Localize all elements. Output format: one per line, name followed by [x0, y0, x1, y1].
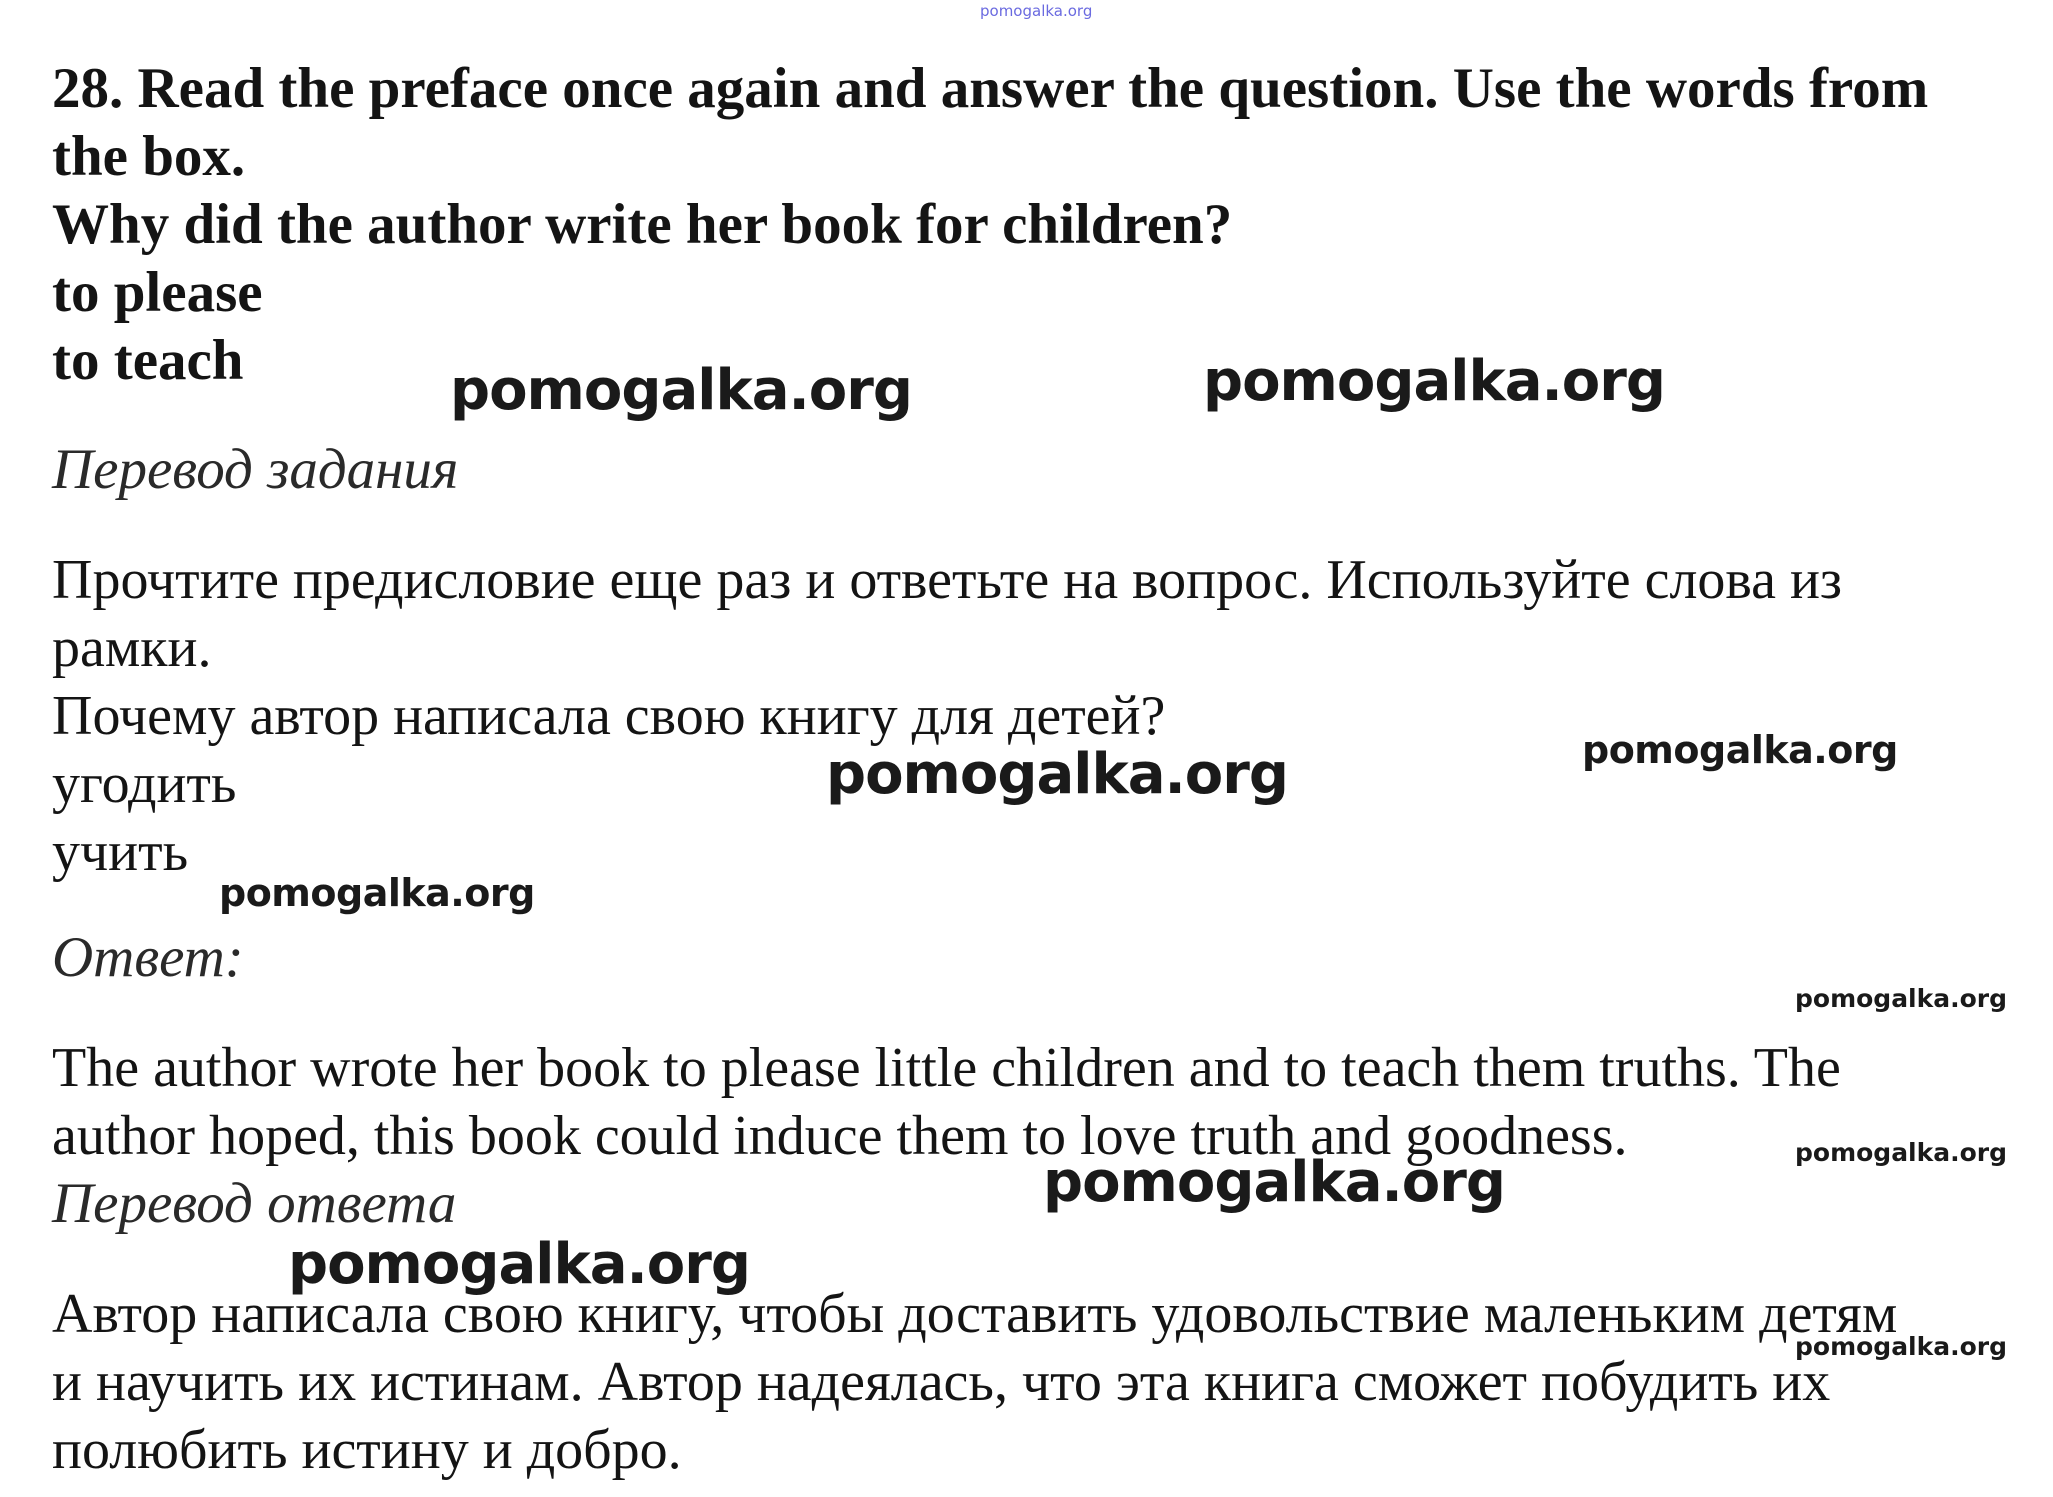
watermark: pomogalka.org: [1582, 728, 1898, 772]
watermark: pomogalka.org: [450, 358, 912, 423]
exercise-title-line-2: the box.: [52, 125, 246, 188]
watermark: pomogalka.org: [1043, 1150, 1505, 1215]
exercise-title-line-1: 28. Read the preface once again and answer the question. Use the words from: [52, 57, 1929, 120]
translation-word-uchit: учить: [52, 821, 189, 883]
watermark-top: pomogalka.org: [980, 2, 1093, 20]
watermark: pomogalka.org: [1203, 349, 1665, 414]
watermark: pomogalka.org: [826, 742, 1288, 807]
answer-line-2: author hoped, this book could induce them to love truth and goodness.: [52, 1105, 1628, 1167]
task-translation-heading: Перевод задания: [52, 438, 459, 501]
answer-translation-line-2: и научить их истинам. Автор надеялась, что эта книга сможет побудить их: [52, 1351, 1831, 1413]
answer-translation-line-3: полюбить истину и добро.: [52, 1419, 682, 1481]
task-translation-line-2: рамки.: [52, 617, 212, 679]
translation-word-ugodit: угодить: [52, 753, 237, 815]
exercise-question: Why did the author write her book for children?: [52, 193, 1233, 256]
watermark: pomogalka.org: [1795, 1138, 2008, 1167]
watermark: pomogalka.org: [1795, 984, 2008, 1013]
watermark: pomogalka.org: [288, 1232, 750, 1297]
answer-heading: Ответ:: [52, 926, 244, 989]
box-word-to-please: to please: [52, 261, 263, 324]
answer-line-1: The author wrote her book to please little children and to teach them truths. The: [52, 1037, 1841, 1099]
task-translation-line-1: Прочтите предисловие еще раз и ответьте на вопрос. Используйте слова из: [52, 549, 1843, 611]
watermark: pomogalka.org: [1795, 1332, 2008, 1361]
task-translation-question: Почему автор написала свою книгу для детей?: [52, 685, 1166, 747]
watermark: pomogalka.org: [219, 871, 535, 915]
answer-translation-heading: Перевод ответа: [52, 1172, 457, 1235]
box-word-to-teach: to teach: [52, 329, 244, 392]
answer-translation-line-1: Автор написала свою книгу, чтобы доставить удовольствие маленьким детям: [52, 1283, 1898, 1345]
